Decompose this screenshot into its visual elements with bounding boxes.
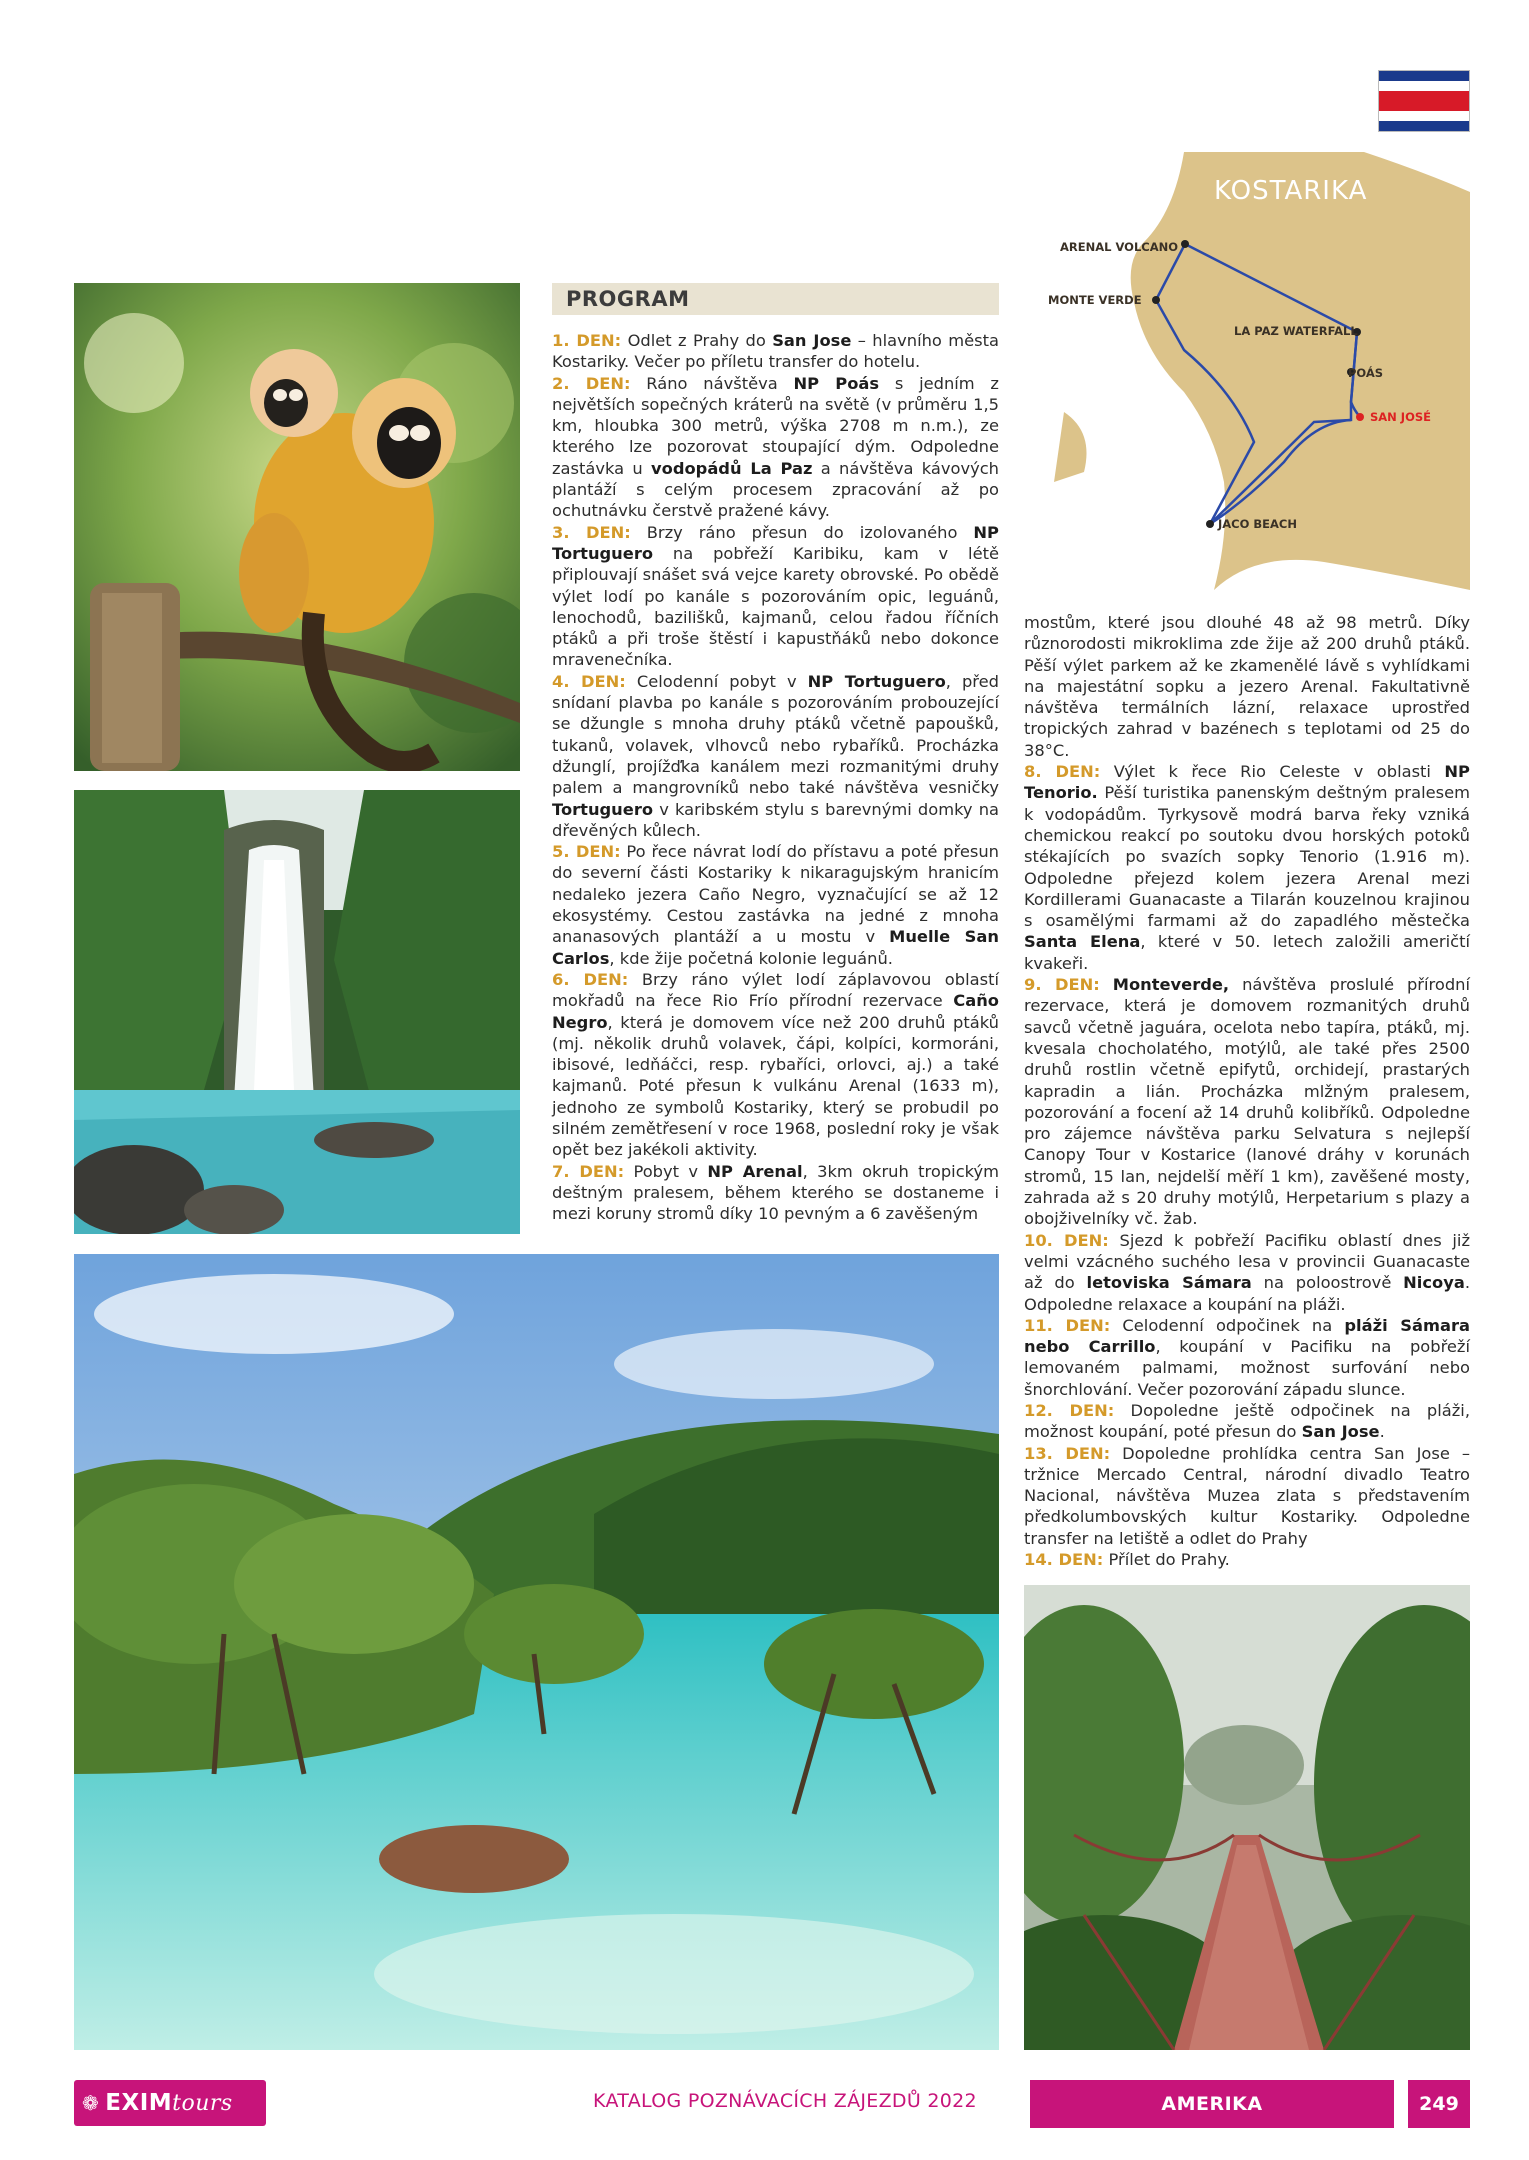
day-text: na poloostrově [1251,1273,1404,1293]
logo-main: EXIM [105,2090,173,2116]
map-label-arenal: ARENAL VOLCANO [1060,240,1179,254]
day-label: 13. DEN: [1024,1443,1111,1463]
day-text: , před snídaní plavba po kanále s pozorováním probouzející se džungle s mnoha druhy ptáků včetně papoušků, tukanů, volavek, vlhovců nebo rybaříků. Procházka džunglí, projížďka kanálem mezi rozmanitými druhy palem a mangrovníků nebo také návštěva vesničky [552,671,999,798]
highlight-place: letoviska Sámara [1086,1273,1252,1293]
day-label: 8. DEN: [1024,762,1101,782]
photo-squirrel-monkeys [74,283,520,771]
itinerary-day [1024,1230,1470,1315]
day-text: návštěva proslulé přírodní rezervace, která je domovem rozmanitých druhů savců včetně jaguára, ocelota nebo tapíra, ptáků, mj. kvesala chocholatého, motýlů, ale také přes 2500 druhů rostlin včetně epifytů, orchidejí, prastarých kapradin a lián. Procházka mlžným pralesem, pozorování a focení až 14 druhů kolibříků. Odpoledne pro zájemce návštěva parku Selvatura s nejlepší Canopy Tour v Kostarice (lanové dráhy v korunách stromů, 15 lan, nejdelší měří 1 km), zavěšené mosty, zahrada až s 20 druhy motýlů, Herpetarium s plazy a obojživelníky vč. žab. [1024,975,1470,1229]
highlight-place: NP Arenal [707,1161,803,1181]
itinerary-day [1024,1549,1470,1570]
day-text: , které v 50. letech založili američtí kvakeři. [1024,932,1470,973]
day-label: 4. DEN: [552,671,626,691]
map-label-monteverde: MONTE VERDE [1048,293,1142,307]
day-text: , kde žije početná kolonie leguánů. [609,948,893,968]
day-text: Sjezd k pobřeží Pacifiku oblastí dnes již velmi vzácného suchého lesa v provincii Guanacaste až do [1024,1230,1470,1293]
day-text: Celodenní pobyt v [625,671,808,691]
day-text: mostům, které jsou dlouhé 48 až 98 metrů. Díky různorodosti mikroklima zde žije až 200 druhů ptáků. Pěší výlet parkem až ke zkamenělé lávě s vyhlídkami na majestátní sopku a jezero Arenal. Fakultativně návštěva termálních lázní, relaxace uprostřed tropických zahrad v bazénech s teplotami od 25 do 38°C. [1024,613,1470,760]
page-number: 249 [1408,2080,1470,2128]
photo-mangrove-lagoon [74,1254,999,2050]
program-heading-label: PROGRAM [566,287,690,311]
itinerary-day [1024,974,1470,1230]
itinerary-day [1024,1315,1470,1400]
day-label: 12. DEN: [1024,1400,1115,1420]
itinerary-day [552,330,999,373]
day-text: Po řece návrat lodí do přístavu a poté přesun do severní části Kostariky k nikaragujským hranicím nedaleko jezera Caño Negro, vyznačující se až 12 ekosystémy. Cestou zastávka na jedné z mnoha ananasových plantáží a u mostu v [552,842,999,947]
day-text [1100,975,1113,994]
costa-rica-flag [1378,70,1470,132]
highlight-place: vodopádů La Paz [651,458,813,478]
day-text: Ráno návštěva [630,373,794,393]
day-label: 11. DEN: [1024,1315,1111,1335]
itinerary-day [552,841,999,969]
itinerary-day [1024,761,1470,974]
itinerary-day [1024,612,1470,761]
logo-script: tours [172,2090,233,2116]
itinerary-day [552,373,999,522]
day-text: , koupání v Pacifiku na pobřeží lemovaném palmami, možnost surfování nebo šnorchlování. Večer pozorování západu slunce. [1024,1337,1470,1399]
day-label: 2. DEN: [552,373,631,393]
day-text: Pobyt v [624,1161,708,1181]
itinerary-right-column [1024,612,1470,1570]
itinerary-left-column [552,330,999,1224]
day-label: 5. DEN: [552,842,621,862]
day-text: Brzy ráno výlet lodí záplavovou oblastí mokřadů na řece Rio Frío přírodní rezervace [552,969,999,1011]
day-label: 3. DEN: [552,522,631,542]
day-text: Odlet z Prahy do [621,331,773,350]
day-text: s jedním z největších sopečných kráterů na světě (v průměru 1,5 km, hloubka 300 metrů, výška 2708 m n.m.), ze kterého lze pozorovat stoupající dým. Odpoledne zastávka u [552,373,999,478]
day-label: 1. DEN: [552,331,622,350]
logo-swirl-icon: ❁ [82,2091,100,2115]
highlight-place: Monteverde, [1112,975,1230,995]
exim-tours-logo[interactable] [74,2080,266,2126]
map-title: KOSTARIKA [1214,176,1368,206]
highlight-place: Muelle San Carlos [552,927,999,968]
itinerary-day [552,969,999,1161]
day-text: a návštěva kávových plantáží s celým procesem zpracování až po ochutnávku čerstvě pražené kávy. [552,458,999,521]
itinerary-day [552,1161,999,1225]
day-label: 6. DEN: [552,969,629,989]
map-label-lapaz: LA PAZ WATERFALL [1234,324,1358,338]
day-text: , která je domovem více než 200 druhů ptáků (mj. několik druhů volavek, čápi, kolpíci, kormoráni, ibisové, ledňáčci, resp. rybaříci, orlovci, aj.) a také kajmanů. Poté přesun k vulkánu Arenal (1633 m), jednoho ze symbolů Kostariky, který se probudil po silném zemětřesení v roce 1968, poslední roky je však opět bez jakékoli aktivity. [552,1012,999,1160]
day-text: Dopoledne prohlídka centra San Jose – tržnice Mercado Central, národní divadlo Teatro Nacional, návštěva Muzea zlata s představením předkolumbovských kultur Kostariky. Odpoledne transfer na letiště a odlet do Prahy [1024,1443,1470,1548]
highlight-place: Tortuguero [552,799,654,819]
day-text: v karibském stylu s barevnými domky na dřevěných kůlech. [552,799,999,840]
day-text: na pobřeží Karibiku, kam v létě připlouvají snášet svá vejce karety obrovské. Po obědě výlet lodí po kanále s pozorováním opic, leguánů, lenochodů, bazilišků, kajmanů, celou řadou říčních ptáků a při troše štěstí i kapustňáků nebo dokonce mravenečníka. [552,543,999,670]
itinerary-day [552,671,999,841]
photo-hanging-bridge [1024,1585,1470,2050]
highlight-place: San Jose [772,331,852,350]
highlight-place: NP Tortuguero [552,522,999,563]
highlight-place: Santa Elena [1024,932,1141,952]
day-label: 9. DEN: [1024,975,1100,995]
highlight-place: Caño Negro [552,991,999,1032]
map-label-poas: POÁS [1348,366,1384,380]
day-text: Výlet k řece Rio Celeste v oblasti [1100,762,1445,782]
day-text: , 3km okruh tropickým deštným pralesem, během kterého se dostaneme i mezi koruny stromů díky 10 pevným a 6 zavěšeným [552,1161,999,1224]
day-text: Celodenní odpočinek na [1110,1315,1345,1335]
day-text: – hlavního města Kostariky. Večer po příletu transfer do hotelu. [552,331,999,372]
photo-waterfall [74,790,520,1234]
day-text: . [1379,1422,1385,1442]
day-label: 14. DEN: [1024,1550,1104,1570]
day-text: . Odpoledne relaxace a koupání na pláži. [1024,1273,1471,1314]
map-label-sanjose: SAN JOSÉ [1370,410,1432,424]
day-text: Dopoledne ještě odpočinek na pláži, možnost koupání, poté přesun do [1024,1400,1470,1442]
highlight-place: NP Poás [793,373,880,393]
catalog-title: KATALOG POZNÁVACÍCH ZÁJEZDŮ 2022 [593,2090,977,2112]
day-label: 10. DEN: [1024,1230,1109,1250]
day-text: Přílet do Prahy. [1103,1550,1230,1570]
day-label: 7. DEN: [552,1161,625,1181]
highlight-place: San Jose [1301,1422,1380,1442]
highlight-place: pláži Sámara nebo Carrillo [1024,1315,1470,1357]
day-text: Brzy ráno přesun do izolovaného [630,522,974,542]
highlight-place: NP Tenorio. [1024,762,1470,803]
section-label: AMERIKA [1030,2080,1394,2128]
highlight-place: Nicoya [1403,1273,1465,1293]
day-text: Pěší turistika panenským deštným pralesem k vodopádům. Tyrkysově modrá barva řeky vzniká chemickou reakcí po soutoku dvou horských potoků stékajících po svazích sopky Tenorio (1.916 m). Odpoledne přejezd kolem jezera Arenal mezi Kordillerami Guanacaste a Tilarán kouzelnou krajinou s osamělými farmami až do zapadlého městečka [1024,783,1470,931]
highlight-place: NP Tortuguero [807,671,946,691]
itinerary-day [1024,1400,1470,1443]
itinerary-day [1024,1443,1470,1549]
map-label-jaco: JACO BEACH [1218,517,1297,531]
program-heading [552,283,999,315]
route-map [1024,152,1470,590]
itinerary-day [552,522,999,671]
